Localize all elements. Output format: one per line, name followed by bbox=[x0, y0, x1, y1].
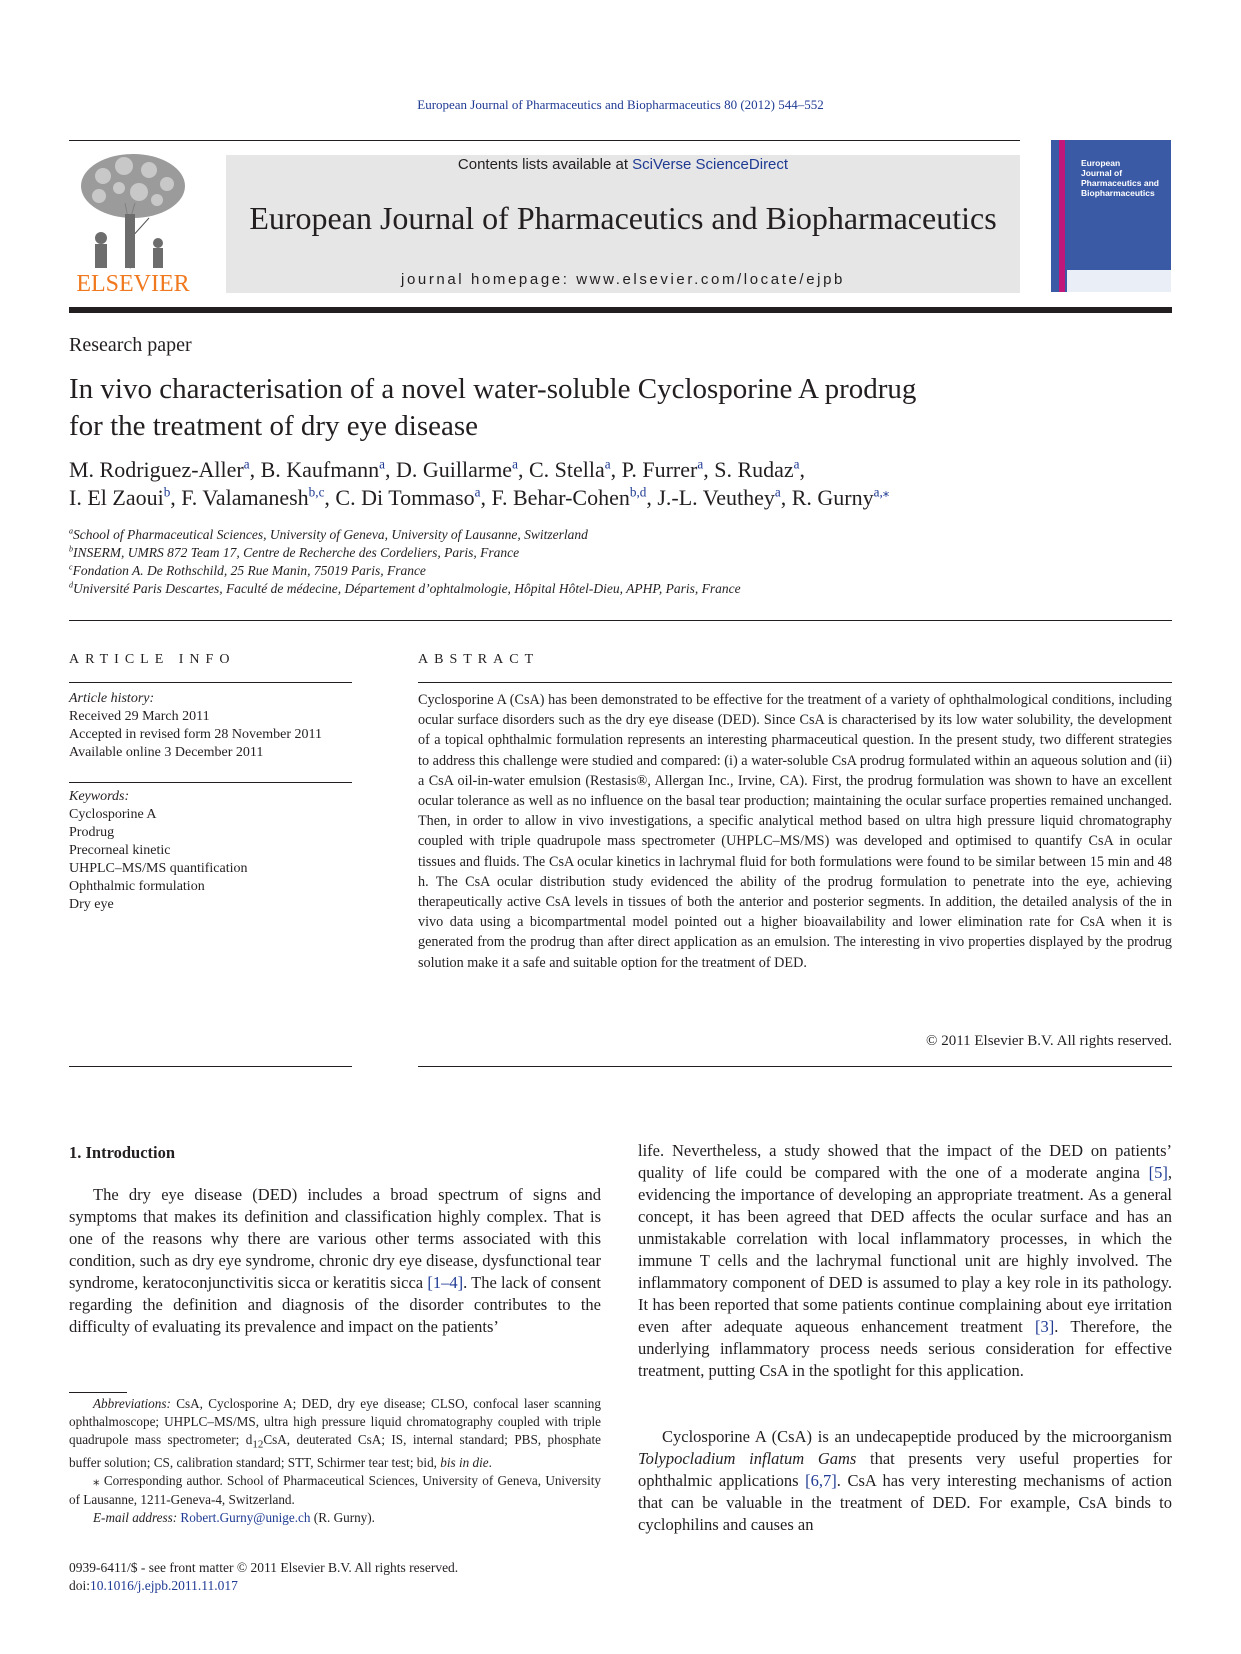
affiliation-text: INSERM, UMRS 872 Team 17, Centre de Recherche des Cordeliers, Paris, France bbox=[73, 545, 520, 560]
keyword-item: Dry eye bbox=[69, 897, 114, 912]
reference-link[interactable]: [6,7] bbox=[805, 1471, 837, 1490]
corresponding-author-footnote: ⁎ Corresponding author. School of Pharmaceutical Sciences, University of Geneva, University of Lausanne, 1211-Geneva-4, Switzerland. bbox=[69, 1473, 601, 1507]
author-separator: , bbox=[249, 457, 261, 482]
footnote-divider bbox=[69, 1392, 127, 1393]
author-name[interactable]: B. Kaufmann bbox=[260, 457, 380, 482]
author-separator: , bbox=[384, 457, 396, 482]
contents-line bbox=[226, 156, 1020, 173]
author-name[interactable]: M. Rodriguez-Aller bbox=[69, 457, 244, 482]
author-name[interactable]: S. Rudaz bbox=[714, 457, 794, 482]
cover-bottom-band bbox=[1067, 270, 1171, 292]
author-affiliation-marker[interactable]: a bbox=[243, 456, 250, 472]
abstract-heading: ABSTRACT bbox=[418, 652, 540, 667]
author-separator: , bbox=[324, 485, 336, 510]
article-info-divider bbox=[69, 782, 352, 783]
author-affiliation-marker[interactable]: a bbox=[697, 456, 704, 472]
author-separator: , bbox=[170, 485, 182, 510]
keywords bbox=[69, 788, 248, 914]
author-name[interactable]: P. Furrer bbox=[621, 457, 698, 482]
history-accepted: Accepted in revised form 28 November 2011 bbox=[69, 727, 322, 742]
italic-term: bis in die bbox=[440, 1455, 489, 1471]
keyword-item: Cyclosporine A bbox=[69, 807, 157, 822]
text-span: Cyclosporine A (CsA) is an undecapeptide produced by the microorganism bbox=[662, 1427, 1172, 1446]
text-span: The dry eye disease (DED) includes a broad spectrum of signs and symptoms that makes its definition and classification highly complex. That is one of the reasons why there are various other terms associated with this condition, such as dry eye syndrome, chronic dry eye disease, dysfunctional tear syndrome, keratoconjunctivitis sicca or keratitis sicca bbox=[69, 1185, 601, 1292]
elsevier-wordmark: ELSEVIER bbox=[76, 271, 190, 297]
affiliation-text: School of Pharmaceutical Sciences, University of Geneva, University of Lausanne, Switzerland bbox=[73, 527, 588, 542]
keyword-item: Ophthalmic formulation bbox=[69, 879, 205, 894]
abbreviations-label: Abbreviations: bbox=[93, 1396, 171, 1411]
paper-title bbox=[69, 371, 1119, 445]
email-label: E-mail address: bbox=[93, 1509, 178, 1525]
text-span: CsA, Cyclosporine A; DED, dry eye disease; CLSO, confocal laser scanning ophthalmoscope; UHPLC–MS/MS, ultra high pressure liquid chromatography coupled with triple quadrupole mass spectrometer; d bbox=[69, 1396, 601, 1448]
author-affiliation-marker[interactable]: b,c bbox=[308, 484, 325, 500]
abstract-divider bbox=[418, 682, 1172, 683]
text-span: CsA, deuterated CsA; IS, internal standard; PBS, phosphate buffer solution; CS, calibration standard; STT, Schirmer tear test; bid, bbox=[69, 1432, 601, 1471]
author-separator: , bbox=[610, 457, 622, 482]
author-separator: , bbox=[780, 485, 792, 510]
affiliation-text: Fondation A. De Rothschild, 25 Rue Manin, 75019 Paris, France bbox=[72, 563, 426, 578]
masthead-divider bbox=[69, 307, 1172, 313]
reference-link[interactable]: [5] bbox=[1148, 1163, 1168, 1182]
species-name: Tolypocladium inflatum Gams bbox=[638, 1449, 857, 1468]
author-separator: , bbox=[480, 485, 492, 510]
footnotes bbox=[69, 1395, 601, 1527]
email-footnote bbox=[69, 1509, 601, 1527]
author-name[interactable]: C. Di Tommaso bbox=[335, 485, 475, 510]
intro-heading: 1. Introduction bbox=[69, 1143, 176, 1162]
author-separator: , bbox=[646, 485, 658, 510]
text-span: . CsA has very interesting mechanisms of action that can be valuable in the treatment of DED. For example, CsA binds to cyclophilins and causes an bbox=[638, 1471, 1172, 1534]
keywords-label: Keywords: bbox=[69, 789, 130, 804]
author-affiliation-marker[interactable]: a bbox=[474, 484, 481, 500]
author-name[interactable]: F. Behar-Cohen bbox=[491, 485, 630, 510]
author-affiliation-marker[interactable]: a bbox=[379, 456, 385, 472]
intro-paragraph-3 bbox=[638, 1426, 1172, 1536]
email-link[interactable]: Robert.Gurny@unige.ch bbox=[180, 1509, 311, 1525]
history-label: Article history: bbox=[69, 691, 155, 706]
author-name[interactable]: J.-L. Veuthey bbox=[657, 485, 775, 510]
doi-line bbox=[69, 1577, 458, 1595]
text-span: . The lack of consent regarding the definition and diagnosis of the disorder contributes to the difficulty of evaluating its prevalence and impact on the patients’ bbox=[69, 1273, 602, 1336]
reference-link[interactable]: [3] bbox=[1035, 1317, 1055, 1336]
journal-title: European Journal of Pharmaceutics and Biopharmaceutics bbox=[249, 200, 997, 236]
text-span: . bbox=[488, 1455, 492, 1471]
sciencedirect-link[interactable]: SciVerse ScienceDirect bbox=[632, 156, 789, 173]
affiliation-b bbox=[69, 545, 519, 561]
reference-link[interactable]: [1–4] bbox=[427, 1273, 464, 1292]
abstract-copyright: © 2011 Elsevier B.V. All rights reserved. bbox=[926, 1033, 1172, 1049]
author-affiliation-marker[interactable]: a,⁎ bbox=[873, 484, 890, 500]
paper-title-line-1: In vivo characterisation of a novel water-soluble Cyclosporine A prodrug bbox=[69, 373, 917, 405]
subscript: 12 bbox=[252, 1439, 264, 1452]
author-separator: , bbox=[517, 457, 529, 482]
journal-cover-thumbnail[interactable] bbox=[1051, 140, 1171, 292]
author-affiliation-marker[interactable]: a bbox=[512, 456, 518, 472]
article-info-divider bbox=[69, 682, 352, 683]
article-info-heading: ARTICLE INFO bbox=[69, 652, 236, 667]
author-name[interactable]: I. El Zaoui bbox=[69, 485, 164, 510]
keyword-item: Precorneal kinetic bbox=[69, 843, 171, 858]
cover-title-line: Biopharmaceutics bbox=[1081, 188, 1155, 198]
authors-line-1 bbox=[69, 457, 805, 483]
history-received: Received 29 March 2011 bbox=[69, 709, 210, 724]
author-affiliation-marker[interactable]: a bbox=[604, 456, 611, 472]
page-footer bbox=[69, 1559, 458, 1595]
issn-line: 0939-6411/$ - see front matter © 2011 Elsevier B.V. All rights reserved. bbox=[69, 1560, 459, 1575]
affiliation-key: b bbox=[69, 544, 74, 554]
text-span: . Therefore, the underlying inflammatory process needs serious consideration for effective treatment, putting CsA in the spotlight for this application. bbox=[638, 1317, 1172, 1380]
author-affiliation-marker[interactable]: a bbox=[774, 484, 781, 500]
paper-title-line-2: for the treatment of dry eye disease bbox=[69, 410, 479, 442]
abstract-divider bbox=[418, 1066, 1172, 1067]
doi-label: doi: bbox=[69, 1578, 91, 1593]
history-online: Available online 3 December 2011 bbox=[69, 745, 264, 760]
affiliation-text: Université Paris Descartes, Faculté de médecine, Département d’ophtalmologie, Hôpital Hôtel-Dieu, APHP, Paris, France bbox=[73, 581, 741, 596]
elsevier-tree-icon bbox=[69, 148, 197, 270]
intro-paragraph-1 bbox=[69, 1184, 601, 1338]
text-span: that presents very useful properties for ophthalmic applications bbox=[638, 1449, 1173, 1490]
text-span: , evidencing the importance of developing an appropriate treatment. As a general concept, it has been agreed that DED affects the ocular surface and has an unmistakable correlation with local inflammatory processes, in which the immune T cells and the lachrymal functional unit are highly involved. The inflammatory component of DED is assumed to play a key role in its pathology. It has been reported that some patients continue complaining about eye irritation even after adequate aqueous enhancement treatment bbox=[638, 1163, 1172, 1336]
affiliation-d bbox=[69, 581, 741, 597]
author-affiliation-marker[interactable]: b,d bbox=[629, 484, 647, 500]
doi-link[interactable]: 10.1016/j.ejpb.2011.11.017 bbox=[90, 1578, 238, 1593]
affiliation-key: a bbox=[69, 526, 74, 536]
author-separator: , bbox=[703, 457, 715, 482]
header-divider bbox=[69, 620, 1172, 621]
author-affiliation-marker[interactable]: a bbox=[793, 456, 800, 472]
author-name[interactable]: D. Guillarme bbox=[395, 457, 513, 482]
author-name[interactable]: R. Gurny bbox=[791, 485, 874, 510]
text-span: (R. Gurny). bbox=[310, 1509, 375, 1525]
cover-title-line: Pharmaceutics and bbox=[1081, 178, 1159, 188]
cover-title-line: Journal of bbox=[1081, 168, 1123, 178]
journal-masthead bbox=[226, 155, 1020, 293]
affiliation-key: c bbox=[69, 562, 73, 572]
affiliation-a bbox=[69, 527, 588, 543]
journal-citation[interactable]: European Journal of Pharmaceutics and Biopharmaceutics 80 (2012) 544–552 bbox=[417, 97, 824, 112]
affiliation-c bbox=[69, 563, 426, 579]
author-name[interactable]: C. Stella bbox=[528, 457, 605, 482]
cover-title bbox=[1081, 158, 1169, 198]
top-divider bbox=[69, 140, 1020, 141]
article-info-divider bbox=[69, 1066, 352, 1067]
article-history bbox=[69, 690, 322, 762]
abbreviations-footnote bbox=[69, 1395, 601, 1472]
author-name[interactable]: F. Valamanesh bbox=[181, 485, 309, 510]
keyword-item: Prodrug bbox=[69, 825, 115, 840]
text-span: life. Nevertheless, a study showed that the impact of the DED on patients’ quality of life could be compared with the one of a moderate angina bbox=[638, 1141, 1172, 1182]
intro-paragraph-2 bbox=[638, 1140, 1172, 1382]
abstract-text: Cyclosporine A (CsA) has been demonstrated to be effective for the treatment of a variety of ophthalmological conditions, including ocular surface disorders such as the dry eye disease (DED). Since CsA is characterised by its low water solubility, the development of a topical ophthalmic formulation represents an interesting pharmaceutical question. In the present study, two different strategies to address this challenge were studied and compared: (i) a water-soluble CsA prodrug formulated within an aqueous solution and (ii) a CsA oil-in-water emulsion (Restasis®, Allergan Inc., Irvine, CA). First, the prodrug formulation was shown to have an excellent ocular tolerance as well as no influence on the basal tear production; maintaining the ocular surface properties remained unchanged. Then, in order to allow in vivo investigations, a specific analytical method based on ultra high pressure liquid chromatography coupled with triple quadrupole mass spectrometer (UHPLC–MS/MS) was developed and optimised to quantify CsA in ocular tissues and fluids. The CsA ocular kinetics in lachrymal fluid for both formulations were found to be similar between 15 min and 48 h. The CsA ocular distribution study evidenced the ability of the prodrug formulation to penetrate into the eye, achieving therapeutically active CsA levels in tissues of both the anterior and posterior segments. In addition, the detailed analysis of the in vivo data using a bicompartmental model pointed out a higher bioavailability and lower elimination rate for CsA when it is generated from the prodrug than after direct application as an emulsion. The interesting in vivo properties displayed by the prodrug solution make it a safe and suitable option for the treatment of DED. bbox=[418, 692, 1172, 971]
elsevier-logo[interactable] bbox=[69, 148, 197, 298]
journal-homepage-link[interactable]: journal homepage: www.elsevier.com/locate/ejpb bbox=[401, 271, 845, 288]
author-affiliation-marker[interactable]: b bbox=[163, 484, 171, 500]
cover-title-line: European bbox=[1081, 158, 1121, 168]
cover-stripe bbox=[1059, 140, 1065, 292]
author-separator: , bbox=[799, 457, 806, 482]
keyword-item: UHPLC–MS/MS quantification bbox=[69, 861, 248, 876]
paper-type: Research paper bbox=[69, 334, 192, 356]
affiliation-key: d bbox=[69, 580, 74, 590]
contents-prefix: Contents lists available at bbox=[457, 156, 633, 173]
authors-line-2 bbox=[69, 485, 889, 511]
